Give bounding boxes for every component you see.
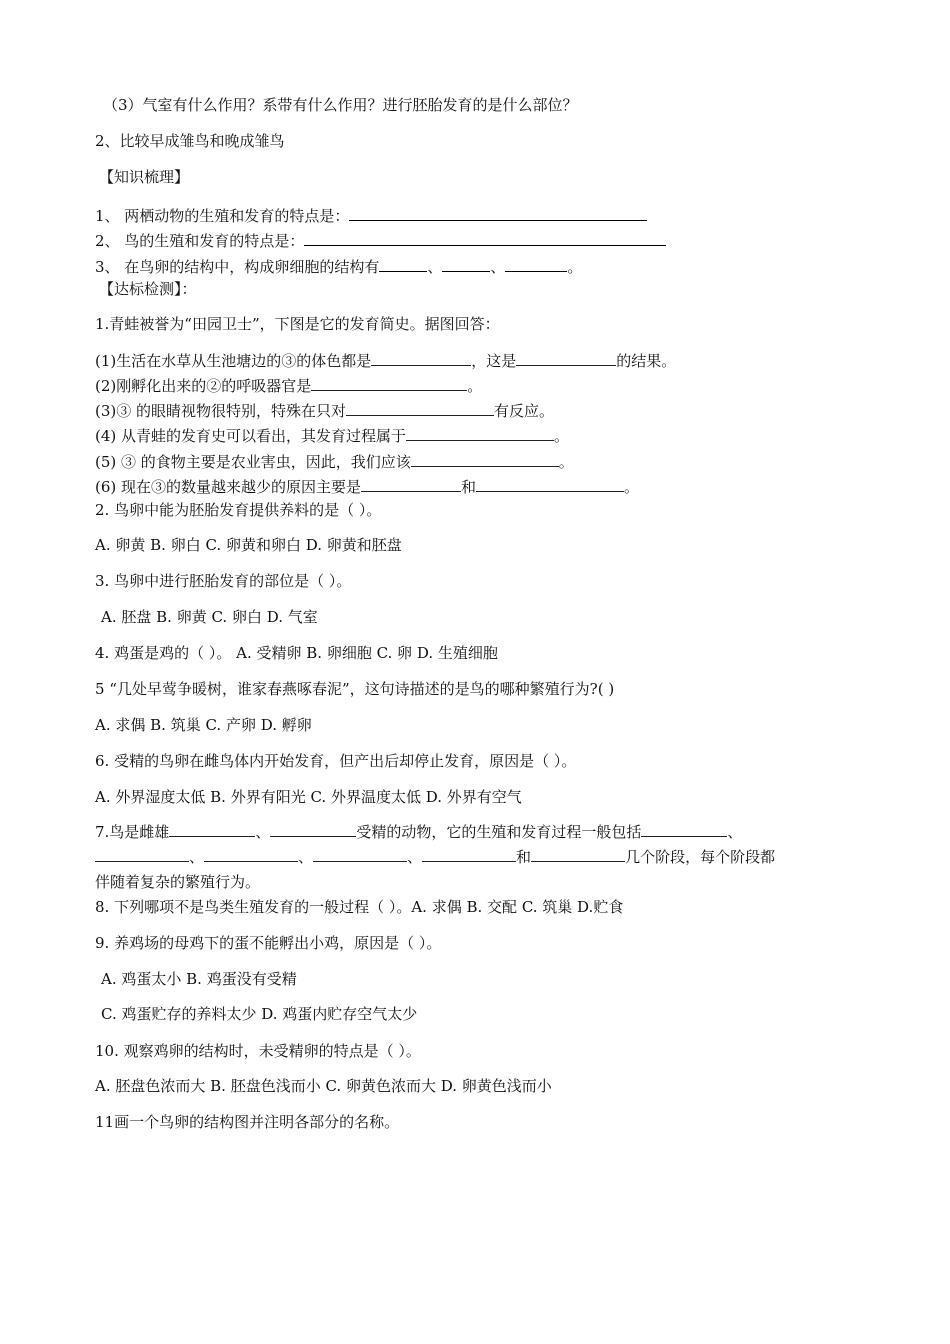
part-text: (5) ③ 的食物主要是农业害虫，因此，我们应该 bbox=[95, 453, 411, 471]
part-text: 受精的动物，它的生殖和发育过程一般包括 bbox=[356, 823, 642, 841]
knowledge-item-1-text: 1、 两栖动物的生殖和发育的特点是： bbox=[95, 207, 350, 225]
answer-blank[interactable] bbox=[349, 204, 647, 221]
compare-chicks-text: 2、比较早成雏鸟和晚成雏鸟 bbox=[95, 132, 285, 150]
answer-blank[interactable] bbox=[411, 451, 559, 467]
knowledge-item-3 bbox=[95, 255, 582, 277]
test-heading: 【达标检测】： bbox=[99, 280, 197, 298]
part-text: (2)刚孵化出来的②的呼吸器官是 bbox=[95, 377, 312, 395]
test-question-5-options: A. 求偶 B. 筑巢 C. 产卵 D. 孵卵 bbox=[95, 716, 312, 734]
part-text: 伴随着复杂的繁殖行为。 bbox=[95, 873, 261, 891]
answer-blank[interactable] bbox=[442, 255, 490, 272]
part-text: (4) 从青蛙的发育史可以看出，其发育过程属于 bbox=[95, 427, 407, 445]
test-question-1-part-4 bbox=[95, 425, 569, 446]
answer-blank[interactable] bbox=[361, 476, 461, 492]
part-text: 和 bbox=[516, 848, 532, 866]
knowledge-item-3-text: 3、 在鸟卵的结构中，构成卵细胞的结构有 bbox=[95, 258, 380, 276]
question-3-text: （3）气室有什么作用？系带有什么作用？进行胚胎发育的是什么部位？ bbox=[103, 96, 578, 114]
part-text: 。 bbox=[467, 377, 483, 395]
answer-blank[interactable] bbox=[169, 821, 255, 837]
part-text: ，这是 bbox=[471, 352, 517, 370]
test-question-8: 8. 下列哪项不是鸟类生殖发育的一般过程（ ）。A. 求偶 B. 交配 C. 筑巢 D.贮食 bbox=[95, 898, 624, 916]
test-question-9-options-ab: A. 鸡蛋太小 B. 鸡蛋没有受精 bbox=[101, 970, 297, 988]
answer-blank[interactable] bbox=[204, 846, 298, 862]
part-text: (6) 现在③的数量越来越少的原因主要是 bbox=[95, 478, 362, 496]
answer-blank[interactable] bbox=[406, 425, 554, 441]
separator: 、 bbox=[189, 848, 205, 866]
separator: 、 bbox=[427, 258, 443, 276]
test-question-10: 10. 观察鸡卵的结构时，未受精卵的特点是（ ）。 bbox=[95, 1042, 421, 1060]
answer-blank[interactable] bbox=[346, 400, 494, 416]
answer-blank[interactable] bbox=[304, 229, 666, 246]
knowledge-item-2-text: 2、 鸟的生殖和发育的特点是： bbox=[95, 232, 305, 250]
answer-blank[interactable] bbox=[516, 350, 616, 366]
part-text: (3)③ 的眼睛视物很特别，特殊在只对 bbox=[95, 402, 347, 420]
knowledge-item-1 bbox=[95, 204, 647, 226]
answer-blank[interactable] bbox=[270, 821, 356, 837]
test-question-5: 5 “几处早莺争暖树，谁家春燕啄春泥”，这句诗描述的是鸟的哪种繁殖行为?( ) bbox=[95, 680, 615, 698]
test-question-7 bbox=[95, 820, 810, 895]
answer-blank[interactable] bbox=[476, 476, 624, 492]
part-text: 。 bbox=[558, 453, 574, 471]
separator: 、 bbox=[727, 823, 743, 841]
test-question-11: 11画一个鸟卵的结构图并注明各部分的名称。 bbox=[95, 1113, 400, 1131]
part-text: (1)生活在水草从生池塘边的③的体色都是 bbox=[95, 352, 372, 370]
test-question-2-options: A. 卵黄 B. 卵白 C. 卵黄和卵白 D. 卵黄和胚盘 bbox=[95, 536, 402, 554]
test-question-1: 1.青蛙被誉为“田园卫士”，下图是它的发育简史。据图回答： bbox=[95, 315, 500, 333]
test-question-9-options-cd: C. 鸡蛋贮存的养料太少 D. 鸡蛋内贮存空气太少 bbox=[101, 1005, 418, 1023]
part-text: 。 bbox=[624, 478, 640, 496]
part-text: 几个阶段，每个阶段都 bbox=[625, 848, 776, 866]
test-question-2: 2. 鸟卵中能为胚胎发育提供养料的是（ ）。 bbox=[95, 501, 382, 519]
test-question-3: 3. 鸟卵中进行胚胎发育的部位是（ ）。 bbox=[95, 572, 352, 590]
answer-blank[interactable] bbox=[641, 821, 727, 837]
answer-blank[interactable] bbox=[95, 846, 189, 862]
part-text: 7.鸟是雌雄 bbox=[95, 823, 170, 841]
period: 。 bbox=[567, 258, 583, 276]
answer-blank[interactable] bbox=[313, 846, 407, 862]
test-question-1-part-6 bbox=[95, 476, 639, 497]
separator: 、 bbox=[298, 848, 314, 866]
knowledge-item-2 bbox=[95, 229, 666, 251]
test-question-1-part-5 bbox=[95, 451, 574, 472]
test-question-6: 6. 受精的鸟卵在雌鸟体内开始发育，但产出后却停止发育，原因是（ ）。 bbox=[95, 752, 577, 770]
separator: 、 bbox=[255, 823, 271, 841]
knowledge-heading: 【知识梳理】 bbox=[99, 168, 190, 186]
answer-blank[interactable] bbox=[422, 846, 516, 862]
test-question-10-options: A. 胚盘色浓而大 B. 胚盘色浅而小 C. 卵黄色浓而大 D. 卵黄色浅而小 bbox=[95, 1077, 552, 1095]
part-text: 和 bbox=[461, 478, 477, 496]
answer-blank[interactable] bbox=[531, 846, 625, 862]
part-text: 的结果。 bbox=[616, 352, 677, 370]
test-question-1-part-1 bbox=[95, 350, 676, 371]
test-question-9: 9. 养鸡场的母鸡下的蛋不能孵出小鸡，原因是（ ）。 bbox=[95, 934, 442, 952]
answer-blank[interactable] bbox=[505, 255, 567, 272]
answer-blank[interactable] bbox=[371, 350, 471, 366]
separator: 、 bbox=[490, 258, 506, 276]
answer-blank[interactable] bbox=[311, 375, 467, 391]
test-question-3-options: A. 胚盘 B. 卵黄 C. 卵白 D. 气室 bbox=[101, 608, 318, 626]
test-question-6-options: A. 外界湿度太低 B. 外界有阳光 C. 外界温度太低 D. 外界有空气 bbox=[95, 788, 522, 806]
part-text: 。 bbox=[554, 427, 570, 445]
test-question-1-part-2 bbox=[95, 375, 482, 396]
part-text: 有反应。 bbox=[494, 402, 555, 420]
test-question-1-part-3 bbox=[95, 400, 554, 421]
test-question-4: 4. 鸡蛋是鸡的（ ）。 A. 受精卵 B. 卵细胞 C. 卵 D. 生殖细胞 bbox=[95, 644, 498, 662]
answer-blank[interactable] bbox=[379, 255, 427, 272]
separator: 、 bbox=[407, 848, 423, 866]
